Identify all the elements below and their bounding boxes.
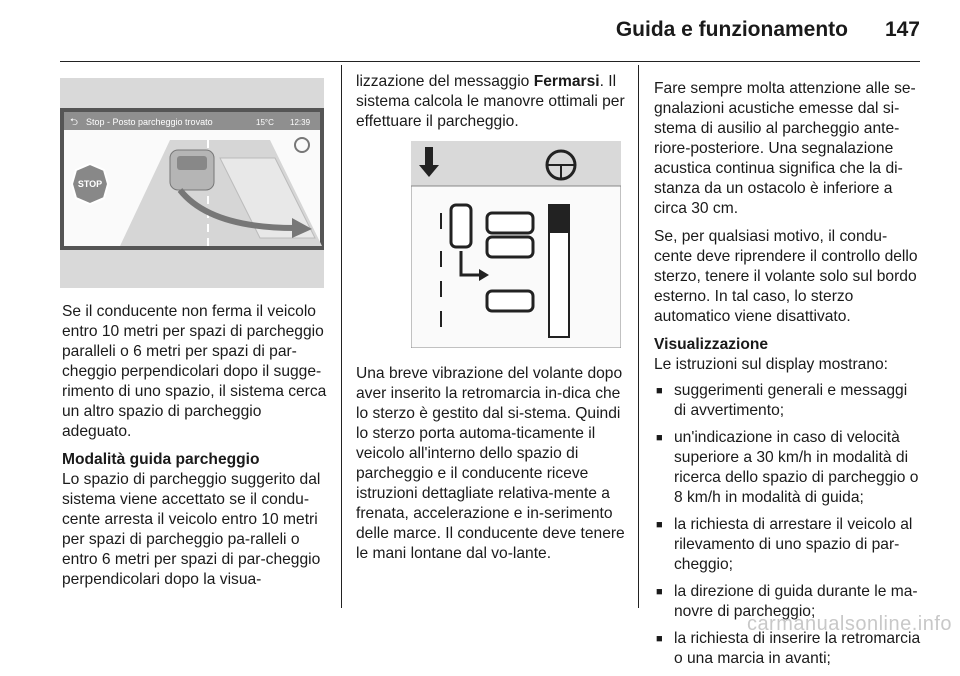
parking-display-illustration bbox=[60, 78, 324, 288]
column-divider-1 bbox=[341, 65, 342, 608]
parking-guidance-figure bbox=[411, 141, 621, 348]
parked-car-icon-1 bbox=[487, 213, 533, 233]
display-intro: Le istruzioni sul display mostrano: bbox=[654, 356, 889, 373]
column-divider-2 bbox=[638, 65, 639, 608]
column-3 bbox=[654, 79, 922, 676]
own-car-icon bbox=[451, 205, 471, 247]
list-item: ■ la direzione di guida durante le ma-novre di parcheggio; bbox=[654, 582, 922, 622]
distance-bar-fill bbox=[549, 205, 569, 233]
display-heading: Visualizzazione bbox=[654, 336, 769, 353]
parked-car-icon-2 bbox=[487, 237, 533, 257]
col2-paragraph-1: lizzazione del messaggio Fermarsi. Il sistema calcola le manovre ottimali per effettuare il parcheggio. bbox=[356, 73, 625, 130]
col3-paragraph-1: Fare sempre molta attenzione alle se-gnalazioni acustiche emesse dal si-stema di ausilio al parcheggio ante-riore-posteriore. Una segnalazione acustica continua significa che la di-stanza da un ostacolo è inferiore a circa 30 cm. bbox=[654, 80, 916, 217]
column-2-bottom bbox=[356, 364, 626, 572]
column-1 bbox=[62, 302, 330, 598]
col3-paragraph-2: Se, per qualsiasi motivo, il condu-cente deve riprendere il controllo dello sterzo, tenere il volante solo sul bordo esterno. In tal caso, lo sterzo automatico viene disattivato. bbox=[654, 228, 918, 325]
header-rule bbox=[60, 61, 920, 62]
col2-paragraph-2: Una breve vibrazione del volante dopo aver inserito la retromarcia in-dica che lo sterzo è gestito dal si-stema. Quindi lo sterzo porta automa-ticamente il veicolo all'interno dello spazio di parcheggio e il conducente riceve istruzioni dettagliate relativa-mente a frenata, accelerazione e in-serimento delle marce. Il conducente deve tenere le mani lontane dal vo-lante. bbox=[356, 365, 625, 562]
list-item: ■ suggerimenti generali e messaggi di avvertimento; bbox=[654, 381, 922, 421]
page-number: 147 bbox=[884, 18, 920, 41]
col1-paragraph-2: Lo spazio di parcheggio suggerito dal sistema viene accettato se il condu-cente arresta il veicolo entro 10 metri per spazi di parcheggio pa-ralleli o entro 6 metri per spazi di par-cheggio perpendicolari dopo la visua- bbox=[62, 471, 321, 588]
watermark: carmanualsonline.info bbox=[746, 613, 952, 635]
stop-sign-text: STOP bbox=[77, 179, 103, 189]
page-header-title: Guida e funzionamento bbox=[615, 18, 848, 41]
list-item: ■ la richiesta di arrestare il veicolo al rilevamento di uno spazio di par-cheggio; bbox=[654, 515, 922, 575]
parked-car-icon-3 bbox=[487, 291, 533, 311]
display-time: 12:39 bbox=[290, 118, 311, 127]
col1-paragraph-1: Se il conducente non ferma il veicolo entro 10 metri per spazi di parcheggio paralleli o 6 metri per spazi di par-cheggio perpendicolari dopo il sugge-rimento di uno spazio, il sistema cerca un altro spazio di parcheggio adeguato. bbox=[62, 303, 327, 440]
display-temperature: 15°C bbox=[256, 118, 274, 127]
list-item: ■ la richiesta di inserire la retromarcia o una marcia in avanti; bbox=[654, 629, 922, 669]
list-item: ■ un'indicazione in caso di velocità superiore a 30 km/h in modalità di ricerca dello spazio di parcheggio o 8 km/h in modalità di guida; bbox=[654, 428, 922, 508]
parking-guidance-illustration bbox=[411, 141, 621, 348]
parking-display-figure bbox=[60, 78, 324, 288]
stop-message-bold: Fermarsi bbox=[533, 73, 600, 90]
parking-mode-heading: Modalità guida parcheggio bbox=[62, 451, 260, 468]
column-2-top bbox=[356, 72, 626, 140]
svg-text:⮌: ⮌ bbox=[70, 117, 79, 128]
display-status-text: Stop - Posto parcheggio trovato bbox=[86, 117, 213, 127]
